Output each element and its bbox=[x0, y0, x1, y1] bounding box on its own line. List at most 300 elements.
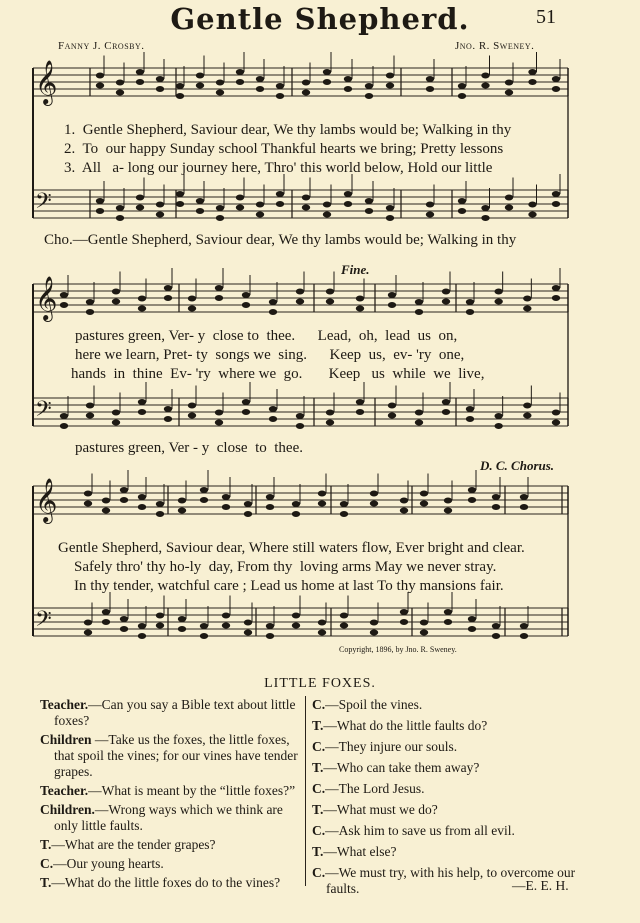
note-head bbox=[138, 623, 146, 629]
note-head bbox=[386, 215, 394, 221]
note-head bbox=[120, 487, 128, 493]
verse-line: 3. All a- long our journey here, Thro' this world below, Hold our little bbox=[64, 160, 493, 176]
speaker-label: T. bbox=[312, 802, 324, 817]
note-head bbox=[222, 504, 230, 510]
dialogue-entry bbox=[40, 837, 298, 853]
speaker-label: T. bbox=[40, 837, 52, 852]
note-head bbox=[222, 613, 230, 619]
note-head bbox=[344, 86, 352, 92]
note-head bbox=[370, 501, 378, 507]
lyricist: Fanny J. Crosby. bbox=[58, 40, 145, 52]
note-head bbox=[365, 198, 373, 204]
dialogue-text: —Wrong ways which we think are only little faults. bbox=[54, 802, 283, 833]
verse-line: Gentle Shepherd, Saviour dear, Where still waters flow, Ever bright and clear. bbox=[58, 540, 525, 556]
note-head bbox=[552, 285, 560, 291]
note-head bbox=[552, 201, 560, 207]
note-head bbox=[176, 191, 184, 197]
note-head bbox=[365, 83, 373, 89]
note-head bbox=[415, 410, 423, 416]
note-head bbox=[386, 83, 394, 89]
note-head bbox=[318, 501, 326, 507]
note-head bbox=[326, 289, 334, 295]
note-head bbox=[236, 195, 244, 201]
note-head bbox=[96, 83, 104, 89]
speaker-label: Teacher. bbox=[40, 783, 89, 798]
treble-clef-icon: 𝄞 bbox=[35, 478, 58, 522]
note-head bbox=[481, 215, 489, 221]
note-head bbox=[481, 73, 489, 79]
note-head bbox=[156, 613, 164, 619]
note-head bbox=[492, 494, 500, 500]
speaker-label: T. bbox=[312, 844, 324, 859]
note-head bbox=[84, 630, 92, 636]
note-head bbox=[136, 195, 144, 201]
note-head bbox=[60, 423, 68, 429]
note-head bbox=[344, 201, 352, 207]
note-head bbox=[256, 86, 264, 92]
note-head bbox=[400, 619, 408, 625]
note-head bbox=[520, 633, 528, 639]
note-head bbox=[216, 205, 224, 211]
note-head bbox=[216, 90, 224, 96]
note-head bbox=[415, 309, 423, 315]
note-head bbox=[200, 487, 208, 493]
note-head bbox=[188, 296, 196, 302]
dialogue-text: —They injure our souls. bbox=[325, 739, 458, 754]
note-head bbox=[370, 491, 378, 497]
note-head bbox=[552, 420, 560, 426]
note-head bbox=[215, 410, 223, 416]
note-head bbox=[292, 623, 300, 629]
note-head bbox=[505, 90, 513, 96]
note-head bbox=[523, 403, 531, 409]
dialogue-text: —Ask him to save us from all evil. bbox=[325, 823, 515, 838]
note-head bbox=[344, 76, 352, 82]
note-head bbox=[256, 76, 264, 82]
note-head bbox=[156, 212, 164, 218]
note-head bbox=[444, 498, 452, 504]
dialogue-right-column bbox=[312, 697, 580, 902]
speaker-label: Children bbox=[40, 732, 92, 747]
note-head bbox=[292, 501, 300, 507]
note-head bbox=[136, 205, 144, 211]
note-head bbox=[102, 619, 110, 625]
note-head bbox=[370, 630, 378, 636]
note-head bbox=[244, 501, 252, 507]
note-head bbox=[164, 406, 172, 412]
note-head bbox=[296, 299, 304, 305]
note-head bbox=[323, 202, 331, 208]
speaker-label: C. bbox=[312, 697, 326, 712]
note-head bbox=[426, 76, 434, 82]
note-head bbox=[136, 69, 144, 75]
note-head bbox=[269, 299, 277, 305]
note-head bbox=[481, 83, 489, 89]
note-head bbox=[242, 399, 250, 405]
note-head bbox=[266, 494, 274, 500]
dialogue-entry bbox=[312, 697, 580, 713]
note-head bbox=[196, 198, 204, 204]
dialogue-text: —What do the little faults do? bbox=[323, 718, 488, 733]
dialogue-entry bbox=[40, 697, 298, 729]
note-head bbox=[505, 205, 513, 211]
copyright: Copyright, 1896, by Jno. R. Sweney. bbox=[339, 645, 457, 654]
verse-line: pastures green, Ver- y close to thee. Lead, oh, lead us on, bbox=[75, 328, 458, 344]
note-head bbox=[356, 399, 364, 405]
column-divider bbox=[305, 696, 306, 886]
note-head bbox=[326, 420, 334, 426]
note-head bbox=[112, 299, 120, 305]
note-head bbox=[400, 498, 408, 504]
note-head bbox=[266, 504, 274, 510]
note-head bbox=[84, 491, 92, 497]
note-head bbox=[505, 195, 513, 201]
bass-clef-icon: 𝄢 bbox=[35, 189, 52, 219]
verse-line: here we learn, Pret- ty songs we sing. Keep us, ev- 'ry one, bbox=[75, 347, 465, 363]
hymn-title: Gentle Shepherd. bbox=[170, 2, 470, 36]
note-head bbox=[215, 295, 223, 301]
note-head bbox=[216, 215, 224, 221]
note-head bbox=[492, 504, 500, 510]
dialogue-entry bbox=[40, 875, 298, 891]
note-head bbox=[552, 191, 560, 197]
note-head bbox=[466, 309, 474, 315]
note-head bbox=[156, 623, 164, 629]
note-head bbox=[216, 80, 224, 86]
note-head bbox=[196, 83, 204, 89]
note-head bbox=[458, 83, 466, 89]
note-head bbox=[292, 613, 300, 619]
verse-line: 1. Gentle Shepherd, Saviour dear, We thy lambs would be; Walking in thy bbox=[64, 122, 512, 138]
note-head bbox=[420, 501, 428, 507]
note-head bbox=[523, 306, 531, 312]
note-head bbox=[520, 494, 528, 500]
speaker-label: C. bbox=[312, 739, 326, 754]
composer: Jno. R. Sweney. bbox=[455, 40, 535, 52]
note-head bbox=[494, 299, 502, 305]
speaker-label: C. bbox=[40, 856, 54, 871]
note-head bbox=[520, 623, 528, 629]
dialogue-text: —What is meant by the “little foxes?” bbox=[88, 783, 296, 798]
note-head bbox=[256, 212, 264, 218]
note-head bbox=[138, 399, 146, 405]
note-head bbox=[466, 406, 474, 412]
note-head bbox=[138, 306, 146, 312]
note-head bbox=[176, 201, 184, 207]
note-head bbox=[156, 76, 164, 82]
note-head bbox=[112, 289, 120, 295]
note-head bbox=[102, 498, 110, 504]
note-head bbox=[86, 413, 94, 419]
note-head bbox=[468, 626, 476, 632]
note-head bbox=[426, 86, 434, 92]
note-head bbox=[96, 73, 104, 79]
note-head bbox=[356, 409, 364, 415]
verse-line: Safely thro' thy ho-ly day, From thy loving arms May we never stray. bbox=[74, 559, 497, 575]
note-head bbox=[365, 208, 373, 214]
note-head bbox=[60, 413, 68, 419]
note-head bbox=[242, 409, 250, 415]
note-head bbox=[215, 420, 223, 426]
speaker-label: Children. bbox=[40, 802, 95, 817]
note-head bbox=[388, 292, 396, 298]
note-head bbox=[356, 296, 364, 302]
dialogue-entry bbox=[40, 732, 298, 780]
note-head bbox=[520, 504, 528, 510]
note-head bbox=[481, 205, 489, 211]
chorus-line: pastures green, Ver - y close to thee. bbox=[75, 440, 303, 456]
note-head bbox=[276, 191, 284, 197]
note-head bbox=[426, 212, 434, 218]
note-head bbox=[400, 508, 408, 514]
note-head bbox=[494, 423, 502, 429]
note-head bbox=[269, 309, 277, 315]
dialogue-entry bbox=[312, 718, 580, 734]
note-head bbox=[458, 93, 466, 99]
note-head bbox=[386, 73, 394, 79]
dialogue-entry bbox=[312, 802, 580, 818]
note-head bbox=[388, 302, 396, 308]
dialogue-text: —What are the tender grapes? bbox=[51, 837, 216, 852]
note-head bbox=[365, 93, 373, 99]
note-head bbox=[458, 208, 466, 214]
note-head bbox=[505, 80, 513, 86]
note-head bbox=[138, 409, 146, 415]
note-head bbox=[188, 306, 196, 312]
note-head bbox=[466, 299, 474, 305]
note-head bbox=[296, 423, 304, 429]
verse-line: 2. To our happy Sunday school Thankful hearts we bring; Pretty lessons bbox=[64, 141, 504, 157]
note-head bbox=[370, 620, 378, 626]
note-head bbox=[196, 208, 204, 214]
note-head bbox=[442, 399, 450, 405]
note-head bbox=[340, 613, 348, 619]
note-head bbox=[242, 302, 250, 308]
note-head bbox=[176, 83, 184, 89]
note-head bbox=[215, 285, 223, 291]
speaker-label: C. bbox=[312, 823, 326, 838]
note-head bbox=[442, 409, 450, 415]
note-head bbox=[468, 616, 476, 622]
note-head bbox=[400, 609, 408, 615]
note-head bbox=[494, 289, 502, 295]
note-head bbox=[244, 620, 252, 626]
note-head bbox=[116, 205, 124, 211]
verse-line: In thy tender, watchful care ; Lead us home at last To thy mansions fair. bbox=[74, 578, 504, 594]
verse-line: hands in thine Ev- 'ry where we go. Keep us while we live, bbox=[71, 366, 485, 382]
dialogue-entry bbox=[40, 783, 298, 799]
fine-marking: Fine. bbox=[341, 262, 370, 277]
speaker-label: T. bbox=[312, 718, 324, 733]
note-head bbox=[528, 79, 536, 85]
note-head bbox=[156, 202, 164, 208]
note-head bbox=[269, 406, 277, 412]
speaker-label: T. bbox=[312, 760, 324, 775]
note-head bbox=[340, 501, 348, 507]
note-head bbox=[138, 504, 146, 510]
note-head bbox=[388, 403, 396, 409]
note-head bbox=[494, 413, 502, 419]
note-head bbox=[302, 90, 310, 96]
signature: —E. E. H. bbox=[512, 878, 569, 893]
dialogue-text: —Take us the foxes, the little foxes, that spoil the vines; for our vines have tender grapes. bbox=[54, 732, 298, 779]
note-head bbox=[60, 292, 68, 298]
note-head bbox=[466, 416, 474, 422]
dialogue-text: —The Lord Jesus. bbox=[325, 781, 425, 796]
note-head bbox=[442, 299, 450, 305]
dialogue-entry bbox=[312, 823, 580, 839]
speaker-label: Teacher. bbox=[40, 697, 89, 712]
note-head bbox=[420, 630, 428, 636]
note-head bbox=[523, 296, 531, 302]
note-head bbox=[552, 295, 560, 301]
note-head bbox=[468, 487, 476, 493]
note-head bbox=[222, 623, 230, 629]
note-head bbox=[176, 93, 184, 99]
note-head bbox=[276, 93, 284, 99]
note-head bbox=[292, 511, 300, 517]
note-head bbox=[222, 494, 230, 500]
note-head bbox=[458, 198, 466, 204]
note-head bbox=[552, 86, 560, 92]
note-head bbox=[356, 306, 364, 312]
note-head bbox=[442, 289, 450, 295]
dialogue-text: —Our young hearts. bbox=[53, 856, 164, 871]
note-head bbox=[444, 619, 452, 625]
note-head bbox=[138, 494, 146, 500]
note-head bbox=[296, 413, 304, 419]
note-head bbox=[318, 491, 326, 497]
note-head bbox=[200, 497, 208, 503]
note-head bbox=[426, 202, 434, 208]
note-head bbox=[276, 83, 284, 89]
note-head bbox=[138, 633, 146, 639]
note-head bbox=[386, 205, 394, 211]
note-head bbox=[60, 302, 68, 308]
note-head bbox=[112, 410, 120, 416]
note-head bbox=[188, 413, 196, 419]
note-head bbox=[102, 609, 110, 615]
note-head bbox=[323, 69, 331, 75]
note-head bbox=[200, 623, 208, 629]
dialogue-text: —Who can take them away? bbox=[323, 760, 480, 775]
note-head bbox=[84, 620, 92, 626]
note-head bbox=[420, 491, 428, 497]
section-heading: LITTLE FOXES. bbox=[264, 676, 376, 691]
dialogue-entry bbox=[312, 739, 580, 755]
treble-clef-icon: 𝄞 bbox=[35, 60, 58, 104]
note-head bbox=[112, 420, 120, 426]
note-head bbox=[102, 508, 110, 514]
note-head bbox=[552, 410, 560, 416]
note-head bbox=[523, 413, 531, 419]
note-head bbox=[116, 90, 124, 96]
dialogue-entry bbox=[312, 844, 580, 860]
note-head bbox=[468, 497, 476, 503]
note-head bbox=[120, 616, 128, 622]
dialogue-text: —What do the little foxes do to the vines? bbox=[51, 875, 281, 890]
note-head bbox=[552, 76, 560, 82]
note-head bbox=[323, 79, 331, 85]
note-head bbox=[326, 299, 334, 305]
note-head bbox=[196, 73, 204, 79]
note-head bbox=[296, 289, 304, 295]
note-head bbox=[244, 630, 252, 636]
note-head bbox=[415, 420, 423, 426]
note-head bbox=[178, 616, 186, 622]
note-head bbox=[86, 309, 94, 315]
note-head bbox=[164, 285, 172, 291]
dialogue-left-column bbox=[40, 697, 298, 894]
note-head bbox=[178, 508, 186, 514]
note-head bbox=[256, 202, 264, 208]
chorus-line: Cho.—Gentle Shepherd, Saviour dear, We thy lambs would be; Walking in thy bbox=[44, 232, 517, 248]
note-head bbox=[120, 626, 128, 632]
note-head bbox=[156, 501, 164, 507]
note-head bbox=[236, 69, 244, 75]
note-head bbox=[302, 80, 310, 86]
note-head bbox=[318, 630, 326, 636]
dialogue-entry bbox=[312, 760, 580, 776]
note-head bbox=[200, 633, 208, 639]
note-head bbox=[156, 511, 164, 517]
dialogue-entry bbox=[40, 802, 298, 834]
note-head bbox=[156, 86, 164, 92]
note-head bbox=[86, 403, 94, 409]
note-head bbox=[178, 498, 186, 504]
note-head bbox=[188, 403, 196, 409]
note-head bbox=[269, 416, 277, 422]
note-head bbox=[326, 410, 334, 416]
speaker-label: C. bbox=[312, 781, 326, 796]
note-head bbox=[164, 416, 172, 422]
note-head bbox=[302, 205, 310, 211]
note-head bbox=[136, 79, 144, 85]
note-head bbox=[492, 623, 500, 629]
note-head bbox=[388, 413, 396, 419]
note-head bbox=[420, 620, 428, 626]
speaker-label: C. bbox=[312, 865, 326, 880]
note-head bbox=[340, 511, 348, 517]
note-head bbox=[116, 80, 124, 86]
page-number: 51 bbox=[536, 6, 556, 28]
note-head bbox=[236, 79, 244, 85]
note-head bbox=[120, 497, 128, 503]
dialogue-text: —Can you say a Bible text about little foxes? bbox=[54, 697, 296, 728]
note-head bbox=[164, 295, 172, 301]
dialogue-text: —What must we do? bbox=[323, 802, 438, 817]
note-head bbox=[492, 633, 500, 639]
note-head bbox=[528, 202, 536, 208]
note-head bbox=[444, 508, 452, 514]
note-head bbox=[116, 215, 124, 221]
note-head bbox=[528, 69, 536, 75]
note-head bbox=[138, 296, 146, 302]
dialogue-text: —What else? bbox=[323, 844, 397, 859]
treble-clef-icon: 𝄞 bbox=[35, 276, 58, 320]
note-head bbox=[318, 620, 326, 626]
note-head bbox=[340, 623, 348, 629]
note-head bbox=[266, 623, 274, 629]
note-head bbox=[242, 292, 250, 298]
note-head bbox=[266, 633, 274, 639]
dialogue-entry bbox=[40, 856, 298, 872]
note-head bbox=[96, 208, 104, 214]
dialogue-text: —Spoil the vines. bbox=[325, 697, 423, 712]
dialogue-text: —We must try, with his help, to overcome our faults. bbox=[325, 865, 576, 896]
note-head bbox=[244, 511, 252, 517]
note-head bbox=[528, 212, 536, 218]
